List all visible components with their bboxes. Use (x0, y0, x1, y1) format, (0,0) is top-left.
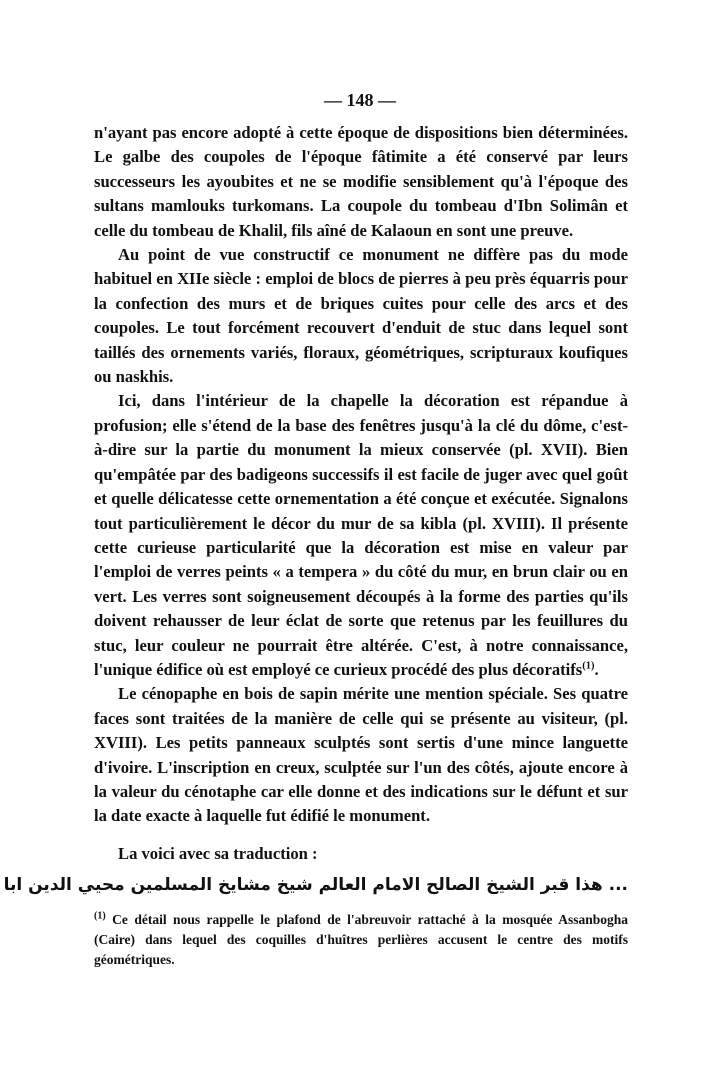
page-number: — 148 — (324, 90, 396, 110)
paragraph-1: n'ayant pas encore adopté à cette époque de dispositions bien déterminées. Le galbe des coupoles de l'époque fâtimite a été conservé par leurs successeurs les ayoubites et ne se modifie sensiblement qu'à l'époque des sultans mamlouks turkomans. La coupole du tombeau d'Ibn Solimân et celle du tombeau de Khalil, fils aîné de Kalaoun en sont une preuve. (94, 123, 628, 240)
paragraph-5: La voici avec sa traduction : (118, 843, 318, 863)
footnote (94, 910, 628, 970)
footnote-text: Ce détail nous rappelle le plafond de l'abreuvoir rattaché à la mosquée Assanbogha (Caire) dans lequel des coquilles d'huîtres perlières accusent le centre des motifs géométriques. (94, 912, 628, 967)
main-text (94, 121, 628, 866)
paragraph-3-text: Ici, dans l'intérieur de la chapelle la décoration est répandue à profusion; elle s'étend de la base des fenêtres jusqu'à la clé du dôme, c'est-à-dire sur la partie du monument la mieux conservée (pl. XVII). Bien qu'empâtée par des badigeons successifs il est facile de juger avec quel goût et quelle délicatesse cette ornementation a été conçue et exécutée. Signalons tout particulièrement le décor du mur de sa kibla (pl. XVIII). Il présente cette curieuse particularité que la décoration est mise en valeur par l'emploi de verres peints « a tempera » du côté du mur, en brun clair ou en vert. Les verres sont soigneusement découpés à la forme des parties qu'ils doivent rehausser de leur éclat de sorte que retenus par les feuillures du stuc, leur couleur ne pourrait être altérée. C'est, à notre connaissance, l'unique édifice où est employé ce curieux procédé des plus décoratifs (94, 391, 628, 679)
paragraph-2: Au point de vue constructif ce monument ne diffère pas du mode habituel en XIIe siècle : emploi de blocs de pierres à peu près équarris pour la confection des murs et de briques cuites pour celle des arcs et des coupoles. Le tout forcément recouvert d'enduit de stuc dans lequel sont taillés des ornements variés, floraux, géométriques, scripturaux koufiques ou naskhis. (94, 245, 628, 387)
arabic-inscription: ... هذا قبر الشيخ الصالح الامام العالم شيخ مشايخ المسلمين محيي الدين ابا (3, 875, 628, 895)
paragraph-3 (94, 389, 628, 682)
paragraph-4: Le cénopaphe en bois de sapin mérite une mention spéciale. Ses quatre faces sont traitées de la manière de celle qui se présente au visiteur, (pl. XVIII). Les petits panneaux sculptés sont sertis d'une mince languette d'ivoire. L'inscription en creux, sculptée sur l'un des côtés, ajoute encore à la valeur du cénotaphe car elle donne et des indications sur le défunt et sur la date exacte à laquelle fut édifié le monument. (94, 684, 628, 826)
paragraph-3-end: . (594, 659, 599, 679)
footnote-reference: (1) (582, 660, 595, 672)
footnote-mark: (1) (94, 910, 106, 922)
